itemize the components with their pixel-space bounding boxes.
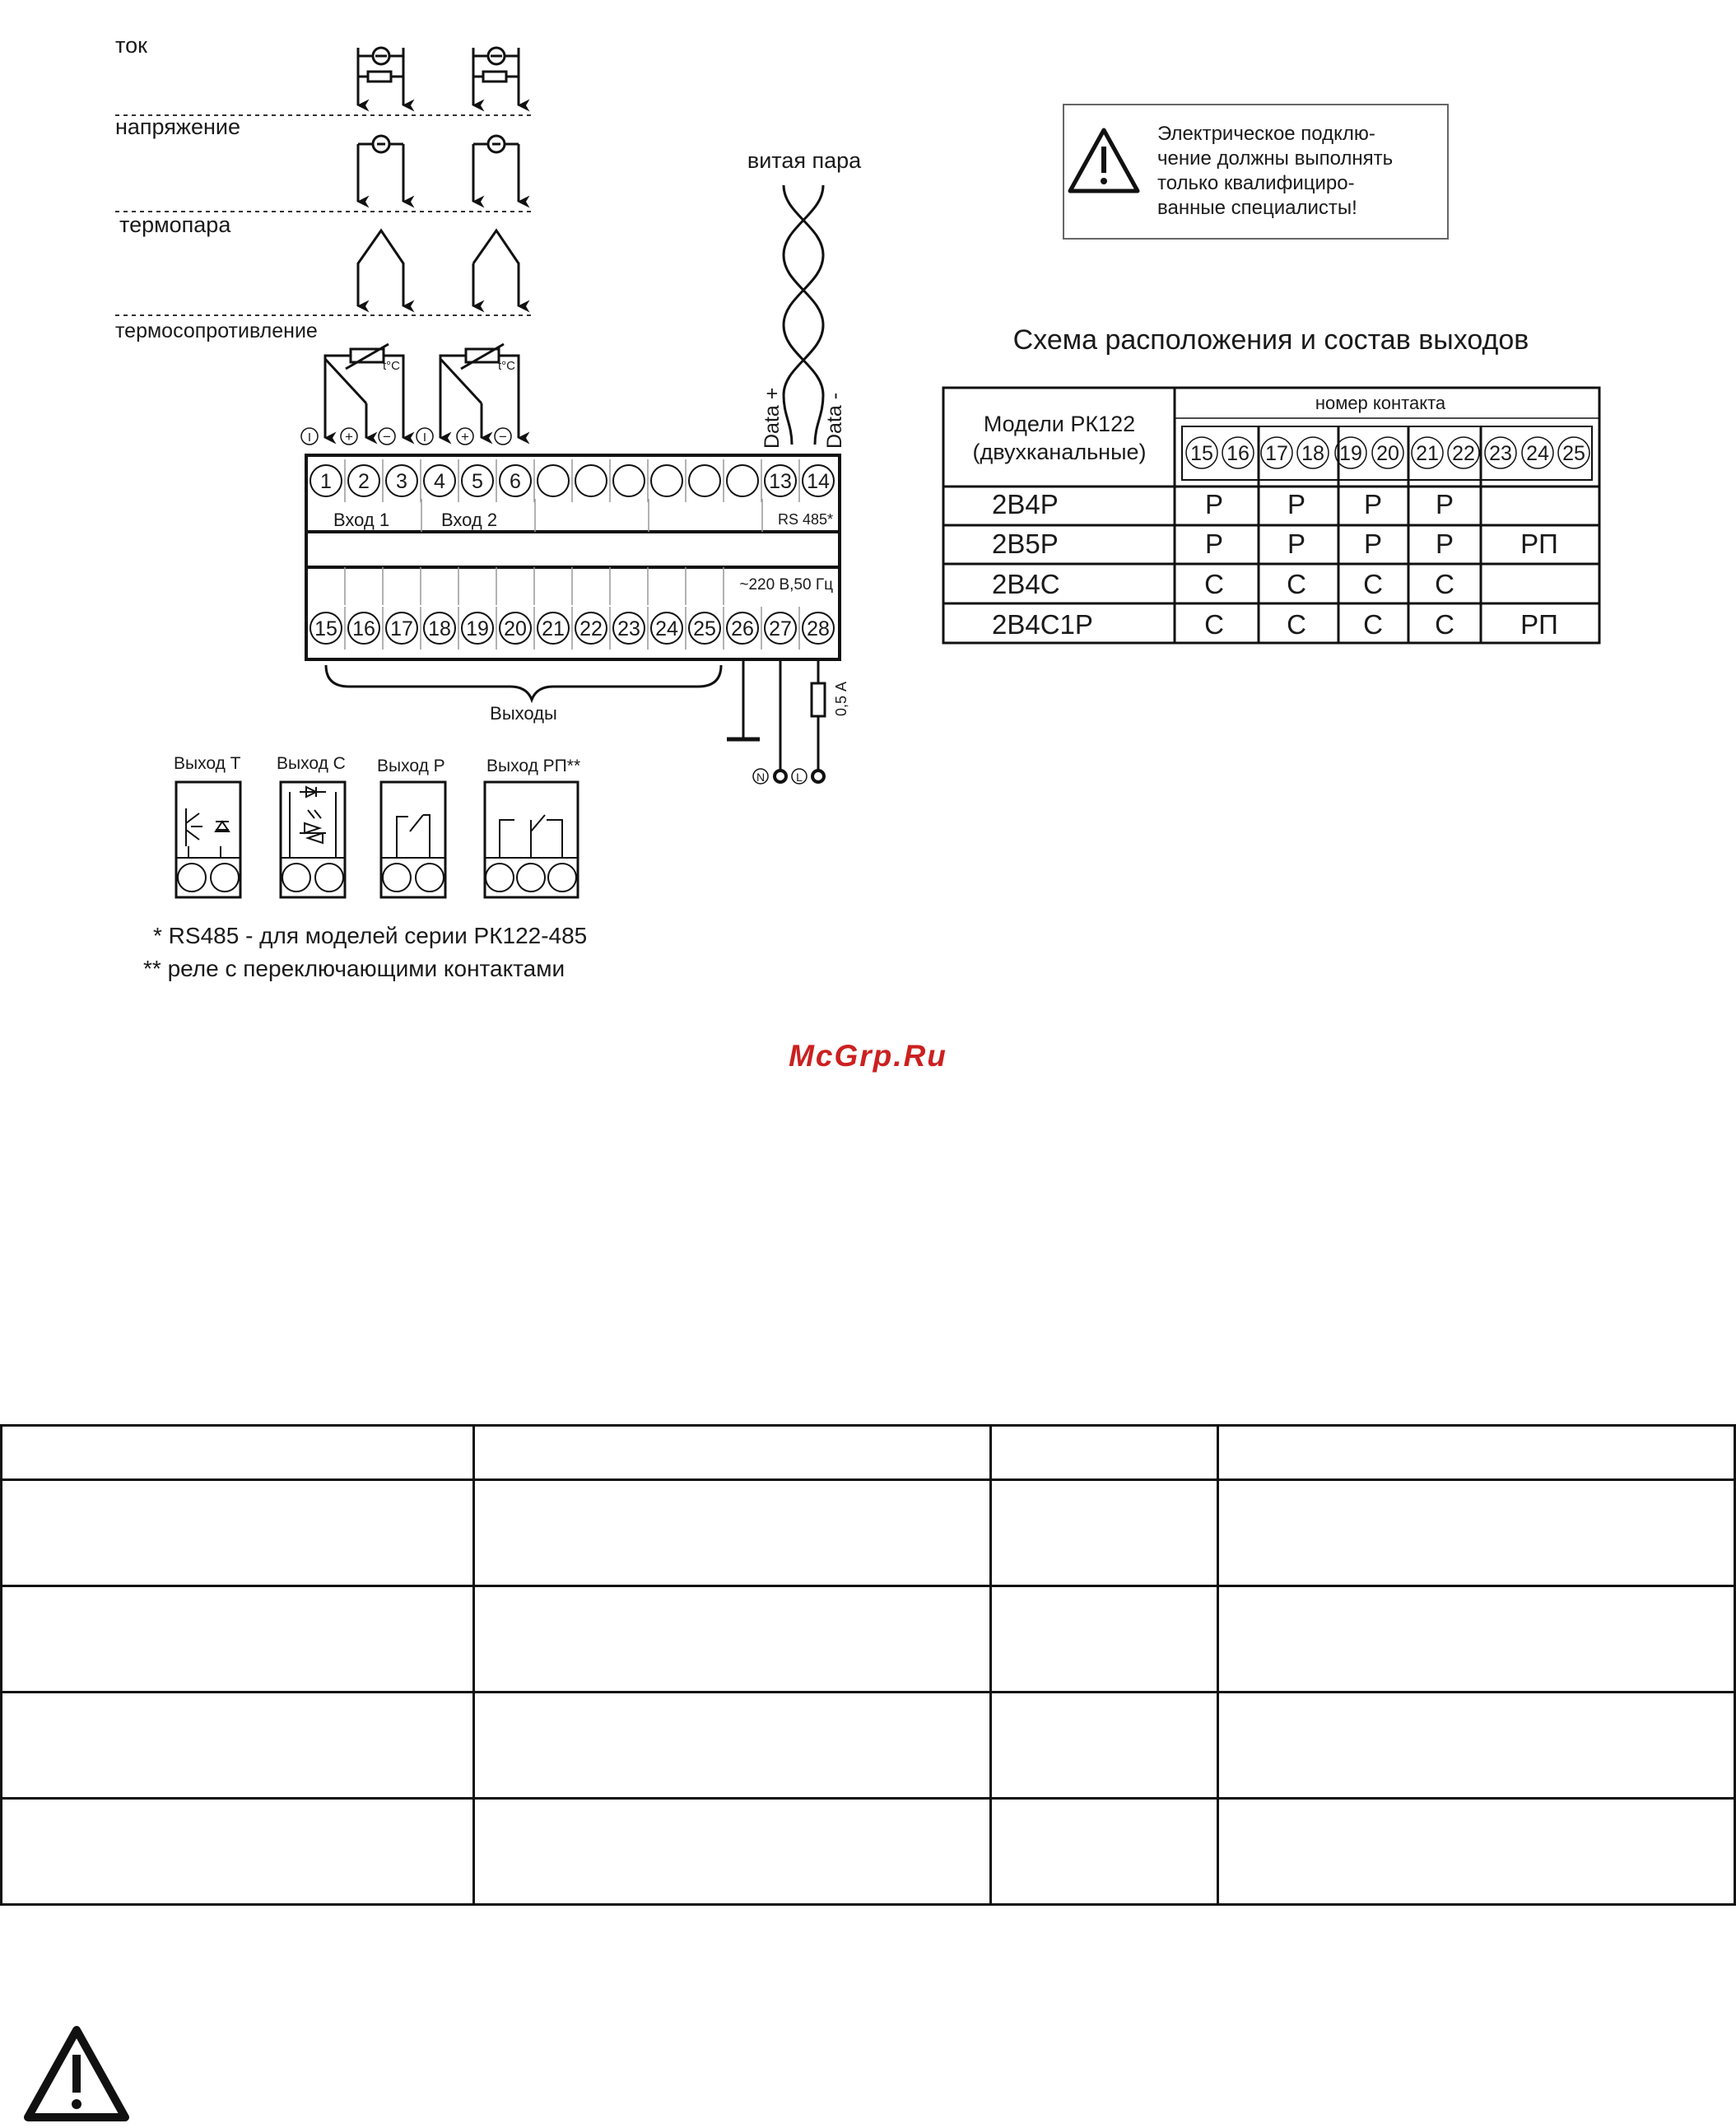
contact-number: 15 <box>1190 442 1213 465</box>
fuse-label: 0,5 А <box>833 681 849 716</box>
model-name: 2В4С1Р <box>992 609 1093 640</box>
output-type-cell: С <box>1435 569 1454 599</box>
polarity-mark-4: I <box>422 431 427 445</box>
wiring-diagram <box>0 0 1736 1029</box>
polarity-mark-1: I <box>307 431 312 445</box>
watermark: McGrp.Ru <box>789 1039 947 1073</box>
table-cell <box>474 1586 991 1693</box>
warning-line-3: только квалифициро- <box>1157 172 1355 194</box>
top-terminal-number: 14 <box>807 470 830 493</box>
bottom-terminal-number: 28 <box>807 617 830 640</box>
contact-number: 24 <box>1526 442 1549 465</box>
bottom-terminal-number: 21 <box>542 617 565 640</box>
output-type-cell: Р <box>1435 489 1454 519</box>
contact-number-header: номер контакта <box>1315 393 1446 413</box>
output-type-cell: С <box>1287 609 1306 640</box>
top-terminal-number: 4 <box>434 470 445 493</box>
output-type-t-label: Выход Т <box>174 754 241 773</box>
bottom-terminal-number: 18 <box>428 617 451 640</box>
output-type-cell: Р <box>1204 529 1224 559</box>
table-cell <box>474 1693 991 1799</box>
table-row <box>2 1693 1735 1799</box>
output-c-triac-symbol <box>281 782 345 897</box>
output-type-cell: Р <box>1363 529 1383 559</box>
output-type-cell: Р <box>1363 489 1383 519</box>
polarity-mark-3: − <box>383 429 391 445</box>
output-type-symbols <box>174 754 580 897</box>
rtd-sensor-symbols <box>325 344 519 438</box>
table-cell <box>474 1480 991 1586</box>
output-type-cell: Р <box>1204 489 1224 519</box>
current-sensor-symbols <box>358 48 519 105</box>
warning-triangle-icon <box>21 2023 132 2124</box>
empty-table <box>0 1424 1736 1906</box>
sensor-label-current: ток <box>115 33 147 58</box>
table-cell <box>991 1799 1218 1905</box>
polarity-marks <box>301 428 511 445</box>
table-cell <box>2 1586 474 1693</box>
twisted-pair-label: витая пара <box>747 148 862 173</box>
output-type-p-label: Выход Р <box>377 757 445 775</box>
output-t-transistor-symbol <box>176 782 240 897</box>
models-header-line1: Модели РК122 <box>983 412 1136 436</box>
sensor-label-rtd: термосопротивление <box>115 319 318 342</box>
rtd-unit-label-2: t°C <box>498 359 515 373</box>
output-type-cell: С <box>1363 569 1383 599</box>
contact-number: 20 <box>1376 442 1399 465</box>
table-row <box>2 1586 1735 1693</box>
model-name: 2В5Р <box>992 529 1059 559</box>
table-cell <box>991 1480 1218 1586</box>
top-terminal-number: 6 <box>510 470 521 493</box>
footnote-relay: ** реле с переключающими контактами <box>143 956 565 981</box>
table-row <box>2 1480 1735 1586</box>
bottom-terminal-number: 25 <box>693 617 716 640</box>
input1-label: Вход 1 <box>333 510 390 530</box>
polarity-mark-6: − <box>499 429 507 445</box>
output-type-c-label: Выход С <box>277 754 346 773</box>
line-label: L <box>796 771 803 784</box>
polarity-mark-5: + <box>461 429 469 445</box>
table-cell <box>474 1426 991 1480</box>
contact-number-row <box>1186 437 1589 468</box>
table-cell <box>2 1480 474 1586</box>
contact-number: 16 <box>1226 442 1250 465</box>
top-terminal-number: 2 <box>358 470 370 493</box>
table-cell <box>991 1426 1218 1480</box>
power-label: ~220 В,50 Гц <box>739 576 833 594</box>
power-wiring <box>727 659 825 784</box>
warning-line-2: чение должны выполнять <box>1157 147 1394 170</box>
contact-number: 21 <box>1416 442 1439 465</box>
output-type-cell: С <box>1287 569 1306 599</box>
table-cell <box>2 1799 474 1905</box>
input2-label: Вход 2 <box>441 510 498 530</box>
model-name: 2В4Р <box>992 489 1059 519</box>
output-type-cell: Р <box>1435 529 1454 559</box>
bottom-terminal-number: 23 <box>617 617 640 640</box>
bottom-terminal-number: 19 <box>466 617 489 640</box>
voltage-sensor-symbols <box>358 136 519 202</box>
footnote-rs485: * RS485 - для моделей серии РК122-485 <box>153 923 588 948</box>
sensor-label-voltage: напряжение <box>115 114 240 139</box>
output-type-cell: РП <box>1520 529 1558 559</box>
terminal-block <box>306 455 840 659</box>
table-cell <box>1217 1586 1734 1693</box>
contact-number: 23 <box>1489 442 1512 465</box>
bottom-terminal-number: 26 <box>731 617 754 640</box>
electrical-warning-box <box>1063 105 1448 239</box>
data-plus-label: Data + <box>761 387 784 449</box>
output-type-cell: С <box>1204 569 1224 599</box>
table-row <box>2 1426 1735 1480</box>
bottom-terminal-number: 17 <box>390 617 413 640</box>
output-type-cell: Р <box>1287 529 1306 559</box>
table-cell <box>474 1799 991 1905</box>
contact-number: 19 <box>1339 442 1362 465</box>
bottom-terminal-number: 15 <box>314 617 337 640</box>
warning-line-1: Электрическое подклю- <box>1157 123 1375 145</box>
layout-table-title: Схема расположения и состав выходов <box>1012 324 1529 356</box>
rtd-unit-label-1: t°C <box>383 359 400 373</box>
top-terminal-number: 5 <box>472 470 483 493</box>
thermocouple-sensor-symbols <box>358 230 519 306</box>
table-cell <box>991 1586 1218 1693</box>
bottom-terminal-number: 22 <box>579 617 603 640</box>
table-cell <box>991 1693 1218 1799</box>
table-row <box>2 1799 1735 1905</box>
output-type-rp-label: Выход РП** <box>486 757 581 775</box>
output-type-cell: Р <box>1287 489 1306 519</box>
bottom-terminal-number: 24 <box>655 617 678 640</box>
bottom-terminal-number: 16 <box>352 617 375 640</box>
neutral-label: N <box>756 771 766 784</box>
contact-number: 22 <box>1452 442 1475 465</box>
table-cell <box>1217 1426 1734 1480</box>
table-cell <box>1217 1693 1734 1799</box>
table-cell <box>2 1693 474 1799</box>
table-cell <box>1217 1799 1734 1905</box>
bottom-terminal-number: 27 <box>769 617 792 640</box>
contact-number: 17 <box>1265 442 1288 465</box>
output-type-cell: РП <box>1520 609 1558 640</box>
output-rp-changeover-relay-symbol <box>485 782 578 897</box>
output-p-relay-symbol <box>381 782 445 897</box>
models-header-line2: (двухканальные) <box>972 440 1147 464</box>
contact-number: 18 <box>1301 442 1324 465</box>
outputs-brace <box>326 665 721 700</box>
sensor-label-thermocouple: термопара <box>119 212 231 237</box>
outputs-label: Выходы <box>490 703 557 724</box>
bottom-terminal-number: 20 <box>504 617 527 640</box>
contact-number: 25 <box>1562 442 1585 465</box>
data-minus-label: Data - <box>823 392 846 449</box>
table-cell <box>2 1426 474 1480</box>
twisted-pair-cable <box>784 185 823 445</box>
top-terminal-number: 13 <box>769 470 792 493</box>
output-type-cell: С <box>1435 609 1454 640</box>
polarity-mark-2: + <box>345 429 353 445</box>
model-name: 2В4С <box>992 569 1060 599</box>
table-cell <box>1217 1480 1734 1586</box>
top-terminal-number: 1 <box>320 470 332 493</box>
top-terminal-number: 3 <box>396 470 407 493</box>
output-type-cell: С <box>1204 609 1224 640</box>
warning-line-4: ванные специалисты! <box>1157 197 1357 219</box>
output-type-cell: С <box>1363 609 1383 640</box>
rs485-label: RS 485* <box>777 511 833 528</box>
